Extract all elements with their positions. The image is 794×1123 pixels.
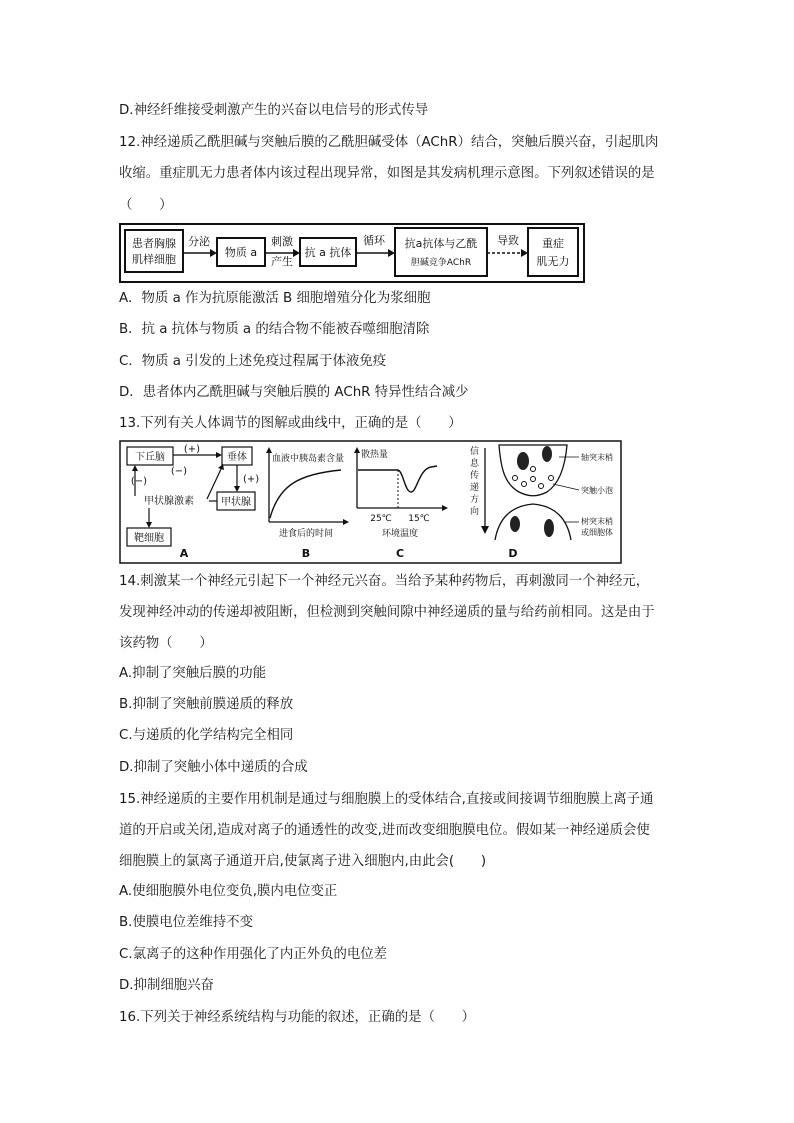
q13-figure bbox=[119, 440, 622, 564]
panel-c-letter: C bbox=[395, 547, 405, 560]
q14-stem-line-2: 发现神经冲动的传递却被阻断，但检测到突触间隙中神经递质的量与给药前相同。这是由于 bbox=[119, 605, 655, 620]
q14-stem-line-1: 14.刺激某一个神经元引起下一个神经元兴奋。当给予某种药物后，再刺激同一个神经元， bbox=[119, 574, 650, 589]
q12-stem-line-3: （ ） bbox=[119, 198, 173, 213]
box5-line2: 肌无力 bbox=[536, 255, 570, 268]
panel-d-letter: D bbox=[508, 547, 518, 560]
mitochondrion-4 bbox=[544, 519, 554, 537]
label-synaptic-vesicle: 突触小泡 bbox=[581, 486, 613, 495]
label-dendrite-2: 或细胞体 bbox=[581, 528, 613, 537]
hormone-label: 甲状腺激素 bbox=[144, 496, 194, 507]
mitochondrion-1 bbox=[517, 452, 529, 470]
mitochondrion-2 bbox=[542, 446, 552, 462]
q15-option-d: D.抑制细胞兴奋 bbox=[119, 978, 214, 993]
q14-option-d: D.抑制了突触小体中递质的合成 bbox=[119, 760, 308, 775]
box3-label: 抗 a 抗体 bbox=[304, 246, 352, 259]
target-cell-label: 靶细胞 bbox=[134, 533, 164, 544]
box5-line1: 重症 bbox=[542, 237, 564, 250]
mitochondrion-3 bbox=[510, 516, 520, 532]
box1-line1: 患者胸腺 bbox=[132, 237, 176, 250]
direction-char-3: 传 bbox=[470, 471, 480, 481]
box2-label: 物质 a bbox=[224, 246, 258, 259]
arrow1-label: 分泌 bbox=[188, 235, 210, 248]
q12-option-b: B．抗 a 抗体与物质 a 的结合物不能被吞噬细胞清除 bbox=[119, 322, 430, 337]
box4-line1: 抗a抗体与乙酰 bbox=[404, 237, 478, 250]
box4-line2: 胆碱竞争AChR bbox=[410, 258, 472, 268]
q12-stem-line-2: 收缩。重症肌无力患者体内该过程出现异常，如图是其发病机理示意图。下列叙述错误的是 bbox=[119, 166, 655, 181]
panel-c-ylabel: 散热量 bbox=[361, 450, 389, 460]
panel-c-xlabel: 环境温度 bbox=[381, 529, 419, 539]
q15-stem-line-1: 15.神经递质的主要作用机制是通过与细胞膜上的受体结合,直接或间接调节细胞膜上离子通 bbox=[119, 792, 654, 807]
panel-c-temp-25: 25℃ bbox=[370, 514, 392, 524]
panel-a-letter: A bbox=[179, 547, 189, 560]
direction-char-2: 息 bbox=[470, 459, 480, 469]
panel-b-ylabel: 血液中胰岛素含量 bbox=[272, 454, 345, 464]
minus-label-1: (−) bbox=[170, 466, 188, 477]
q13-stem: 13.下列有关人体调节的图解或曲线中，正确的是（ ） bbox=[119, 416, 462, 431]
arrow2-label-1: 刺激 bbox=[271, 235, 293, 248]
arrow3-label: 循环 bbox=[363, 234, 385, 247]
q15-stem-line-3: 细胞膜上的氯离子通道开启,使氯离子进入细胞内,由此会( ) bbox=[119, 854, 487, 869]
q15-option-b: B.使膜电位差维持不变 bbox=[119, 915, 253, 930]
box-competition-achr bbox=[395, 228, 487, 276]
panel-c-temp-15: 15℃ bbox=[408, 514, 430, 524]
box-myasthenia-gravis bbox=[528, 228, 578, 276]
panel-b-letter: B bbox=[301, 547, 311, 560]
q14-option-c: C.与递质的化学结构完全相同 bbox=[119, 728, 294, 743]
thyroid-label: 甲状腺 bbox=[221, 497, 251, 508]
label-dendrite-1: 树突末梢 bbox=[581, 517, 613, 526]
label-axon-terminal: 轴突末梢 bbox=[581, 453, 613, 462]
direction-char-6: 向 bbox=[470, 507, 480, 517]
direction-char-4: 递 bbox=[470, 483, 480, 493]
q15-option-c: C.氯离子的这种作用强化了内正外负的电位差 bbox=[119, 947, 388, 962]
arrow4-label: 导致 bbox=[497, 234, 519, 247]
q12-stem-line-1: 12.神经递质乙酰胆碱与突触后膜的乙酰胆碱受体（AChR）结合，突触后膜兴奋，引起肌肉 bbox=[119, 135, 659, 150]
q12-option-a: A．物质 a 作为抗原能激活 B 细胞增殖分化为浆细胞 bbox=[119, 291, 431, 306]
q12-pathogenesis-diagram bbox=[119, 223, 585, 283]
box1-line2: 肌样细胞 bbox=[132, 253, 176, 266]
direction-char-5: 方 bbox=[470, 495, 480, 505]
q11-option-d: D.神经纤维接受刺激产生的兴奋以电信号的形式传导 bbox=[119, 103, 429, 118]
q12-option-d: D．患者体内乙酰胆碱与突触后膜的 AChR 特异性结合减少 bbox=[119, 385, 469, 400]
pituitary-label: 垂体 bbox=[227, 452, 247, 463]
q14-stem-line-3: 该药物（ ） bbox=[119, 636, 213, 651]
plus-label-2: (+) bbox=[243, 474, 260, 485]
q15-option-a: A.使细胞膜外电位变负,膜内电位变正 bbox=[119, 884, 338, 899]
q14-option-b: B.抑制了突触前膜递质的释放 bbox=[119, 697, 294, 712]
plus-label-1: (+) bbox=[183, 444, 201, 455]
q12-option-c: C．物质 a 引发的上述免疫过程属于体液免疫 bbox=[119, 354, 387, 369]
hypothalamus-label: 下丘脑 bbox=[135, 452, 165, 463]
arrow2-label-2: 产生 bbox=[271, 255, 293, 268]
minus-label-2: (−) bbox=[130, 476, 148, 487]
direction-char-1: 信 bbox=[470, 447, 480, 457]
q15-stem-line-2: 道的开启或关闭,造成对离子的通透性的改变,进而改变细胞膜电位。假如某一神经递质会使 bbox=[119, 823, 650, 838]
panel-b-xlabel: 进食后的时间 bbox=[278, 529, 334, 539]
q16-stem: 16.下列关于神经系统结构与功能的叙述，正确的是（ ） bbox=[119, 1010, 476, 1025]
q14-option-a: A.抑制了突触后膜的功能 bbox=[119, 666, 267, 681]
